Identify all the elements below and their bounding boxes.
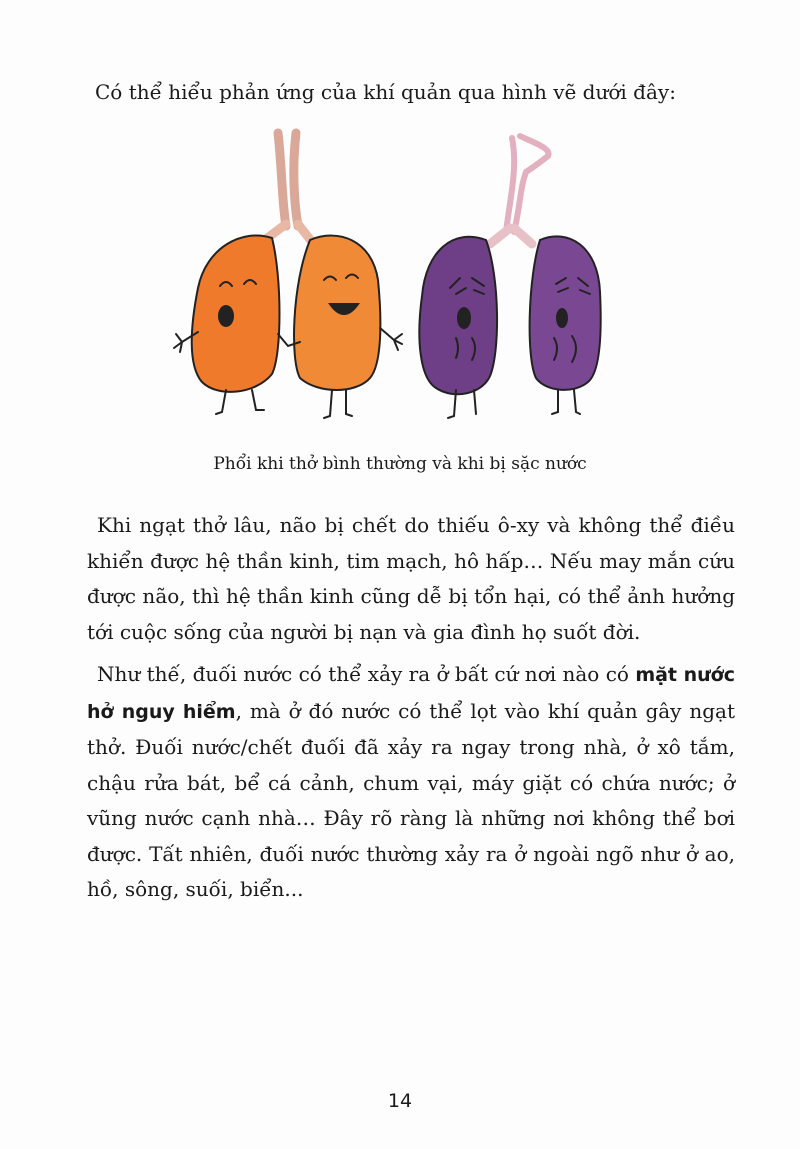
body-text	[87, 508, 735, 915]
lungs-drawing	[160, 128, 640, 428]
choking-lungs	[419, 136, 600, 418]
paragraph-2-start: Như thế, đuối nước có thể xảy ra ở bất cứ nơi nào có	[97, 662, 636, 686]
page-number: 14	[387, 1090, 413, 1112]
figure-caption: Phổi khi thở bình thường và khi bị sặc nước	[213, 454, 587, 474]
paragraph-2-end: , mà ở đó nước có thể lọt vào khí quản gây ngạt thở. Đuối nước/chết đuối đã xảy ra ngay trong nhà, ở xô tắm, chậu rửa bát, bể cá cảnh, chum vại, máy giặt có chứa nước; ở vũng nước cạnh nhà… Đây rõ ràng là những nơi không thể bơi được. Tất nhiên, đuối nước thường xảy ra ở ngoài ngõ như ở ao, hồ, sông, suối, biển...	[87, 698, 735, 901]
intro-sentence: Có thể hiểu phản ứng của khí quản qua hình vẽ dưới đây:	[95, 80, 676, 104]
paragraph-2	[87, 657, 735, 908]
paragraph-2-bold-phrase: mặt nước hở nguy hiểm	[87, 664, 736, 723]
normal-lungs	[174, 133, 402, 418]
paragraph-1: Khi ngạt thở lâu, não bị chết do thiếu ô-xy và không thể điều khiển được hệ thần kinh, tim mạch, hô hấp… Nếu may mắn cứu được não, thì hệ thần kinh cũng dễ bị tổn hại, có thể ảnh hưởng tới cuộc sống của người bị nạn và gia đình họ suốt đời.	[87, 513, 735, 644]
lungs-illustration	[160, 128, 640, 428]
